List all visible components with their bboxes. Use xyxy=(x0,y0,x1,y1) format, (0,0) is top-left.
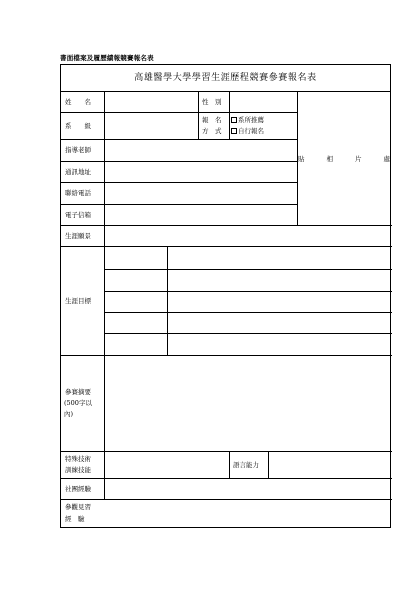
label-internship-1: 參觀見習 xyxy=(65,503,91,511)
col-line xyxy=(229,451,230,478)
label-signup-method-2: 方 式 xyxy=(202,127,222,135)
col-line xyxy=(198,91,199,139)
option-department-recommend[interactable] xyxy=(231,116,264,124)
registration-form xyxy=(60,64,391,528)
checkbox-self[interactable] xyxy=(231,128,237,134)
checkbox-department[interactable] xyxy=(231,117,237,123)
row-line xyxy=(104,333,392,334)
row-line xyxy=(61,246,392,247)
internship-field[interactable] xyxy=(105,500,391,527)
option-department-label: 系所推薦 xyxy=(238,116,264,124)
label-phone: 聯絡電話 xyxy=(65,189,91,197)
label-photo: 貼 相 片 處 xyxy=(298,155,390,163)
label-address: 通訊地址 xyxy=(65,168,91,176)
label-gender: 性 別 xyxy=(202,98,222,106)
label-signup-method-1: 報 名 xyxy=(202,116,222,124)
form-caption: 書面檔案及履歷績報競賽報名表 xyxy=(60,54,154,62)
label-vision: 生涯願景 xyxy=(65,232,91,240)
gender-field[interactable] xyxy=(230,92,296,111)
label-skills-2: 訓練技能 xyxy=(65,466,91,474)
row-line xyxy=(104,312,392,313)
label-department: 系 級 xyxy=(65,122,91,130)
label-summary-note-1: (500字以 xyxy=(64,399,92,407)
label-skills-1: 特殊技術 xyxy=(65,455,91,463)
row-line xyxy=(104,269,392,270)
form-title: 高雄醫學大學學習生涯歷程競賽參賽報名表 xyxy=(61,65,390,92)
label-clubs: 社團經驗 xyxy=(65,485,91,493)
name-field[interactable] xyxy=(105,92,197,111)
email-field[interactable] xyxy=(105,205,296,224)
label-goals: 生涯目標 xyxy=(65,297,91,305)
photo-area[interactable] xyxy=(298,92,391,224)
option-self-label: 自行報名 xyxy=(238,127,264,135)
department-field[interactable] xyxy=(105,113,197,138)
label-summary-note-2: 內) xyxy=(64,410,74,418)
phone-field[interactable] xyxy=(105,183,296,203)
label-email: 電子信箱 xyxy=(65,211,91,219)
clubs-field[interactable] xyxy=(105,479,391,498)
label-summary: 參賽摘要 xyxy=(65,388,91,396)
col-line xyxy=(167,246,168,355)
advisor-field[interactable] xyxy=(105,140,296,160)
label-language: 語言能力 xyxy=(233,461,259,469)
summary-field[interactable] xyxy=(105,356,391,450)
skills-field[interactable] xyxy=(105,452,228,477)
row-line xyxy=(104,291,392,292)
label-internship-2: 經 驗 xyxy=(65,515,85,523)
address-field[interactable] xyxy=(105,162,296,181)
label-name: 姓 名 xyxy=(65,98,91,106)
option-self-register[interactable] xyxy=(231,127,264,135)
language-field[interactable] xyxy=(269,452,391,477)
label-advisor: 指導老師 xyxy=(65,146,91,154)
vision-field[interactable] xyxy=(105,226,391,245)
